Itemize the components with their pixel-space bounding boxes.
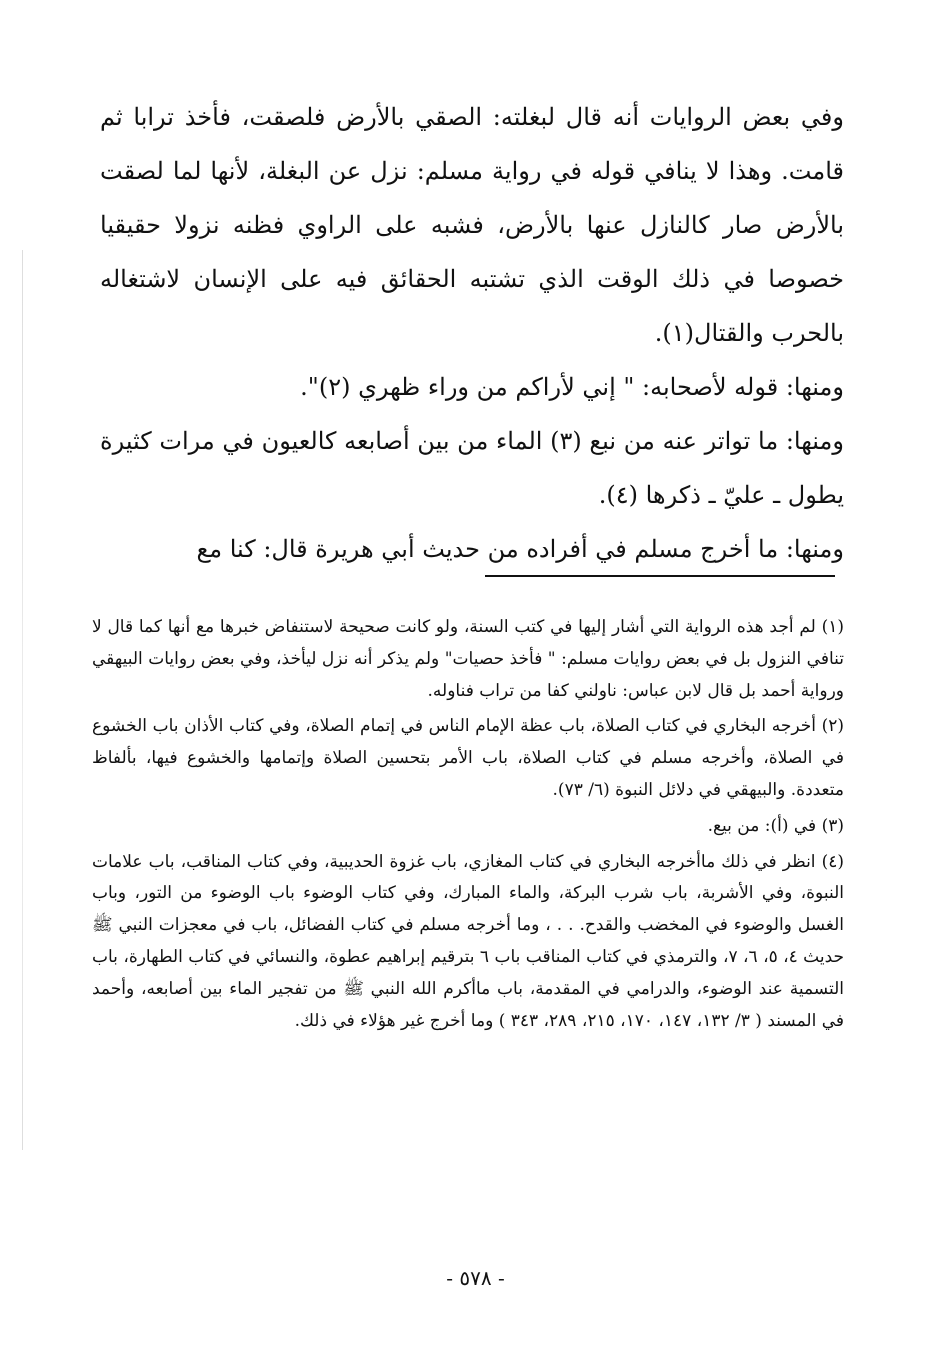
footnote: (١) لم أجد هذه الرواية التي أشار إليها في كتب السنة، ولو كانت صحيحة لاستنفاض خبرها مع أنها كما قال لا تنافي النزول بل في بعض روايات مسلم: " فأخذ حصيات" ولم يذكر أنه نزل ليأخذ، وفي بعض روايات البيهقي ورواية أحمد بل قال لابن عباس: ناولني كفا من تراب فناوله. (92, 617, 844, 701)
page-number: - ٥٧٨ - (446, 1266, 505, 1290)
main-paragraph: وفي بعض الروايات أنه قال لبغلته: الصقي بالأرض فلصقت، فأخذ ترابا ثم قامت. وهذا لا ينافي قوله في رواية مسلم: نزل عن البغلة، لأنها لما لصقت بالأرض صار كالنازل عنها بالأرض، فشبه على الراوي فظنه نزولا حقيقيا خصوصا في ذلك الوقت الذي تشتبه الحقائق فيه على الإنسان لاشتغاله بالحرب والقتال(١). (100, 103, 844, 347)
footnote-separator (485, 575, 835, 577)
footnote: (٣) في (أ): من بيع. (707, 815, 844, 836)
main-text (100, 90, 844, 576)
footnote: (٢) أخرجه البخاري في كتاب الصلاة، باب عظة الإمام الناس في إتمام الصلاة، وفي كتاب الأذان باب الخشوع في الصلاة، وأخرجه مسلم في كتاب الصلاة، باب الأمر بتحسين الصلاة وإتمامها والخشوع فيها، بألفاظ متعددة. والبيهقي في دلائل النبوة (٦/ ٧٣). (92, 716, 844, 800)
main-paragraph: ومنها: ما أخرج مسلم في أفراده من حديث أبي هريرة قال: كنا مع (196, 535, 844, 563)
footnote: (٤) انظر في ذلك ماأخرجه البخاري في كتاب المغازي، باب غزوة الحديبية، وفي كتاب المناقب، باب علامات النبوة، وفي الأشربة، باب شرب البركة، والماء المبارك، وفي كتاب الوضوء باب الوضوء من التور، وباب الغسل والوضوء في المخضب والقدح. . . ، وما أخرجه مسلم في كتاب الفضائل، باب في معجزات النبي ﷺ حديث ٤، ٥، ٦، ٧، والترمذي في كتاب المناقب باب ٦ بترقيم إبراهيم عطوة، والنسائي في كتاب الطهارة، باب التسمية عند الوضوء، والدرامي في المقدمة، باب ماأكرم الله النبي ﷺ من تفجير الماء بين أصابعه، وأحمد في المسند ( ٣/ ١٣٢، ١٤٧، ١٧٠، ٢١٥، ٢٨٩، ٣٤٣ ) وما أخرج غير هؤلاء في ذلك. (92, 851, 845, 1031)
scan-edge-line (22, 250, 23, 1150)
footnotes (92, 612, 844, 1041)
main-paragraph: ومنها: قوله لأصحابه: " إني لأراكم من وراء ظهري (٢)". (300, 373, 844, 401)
main-paragraph: ومنها: ما تواتر عنه من نبع (٣) الماء من بين أصابعه كالعيون في مرات كثيرة يطول ـ عليّ ـ ذكرها (٤). (100, 427, 844, 509)
